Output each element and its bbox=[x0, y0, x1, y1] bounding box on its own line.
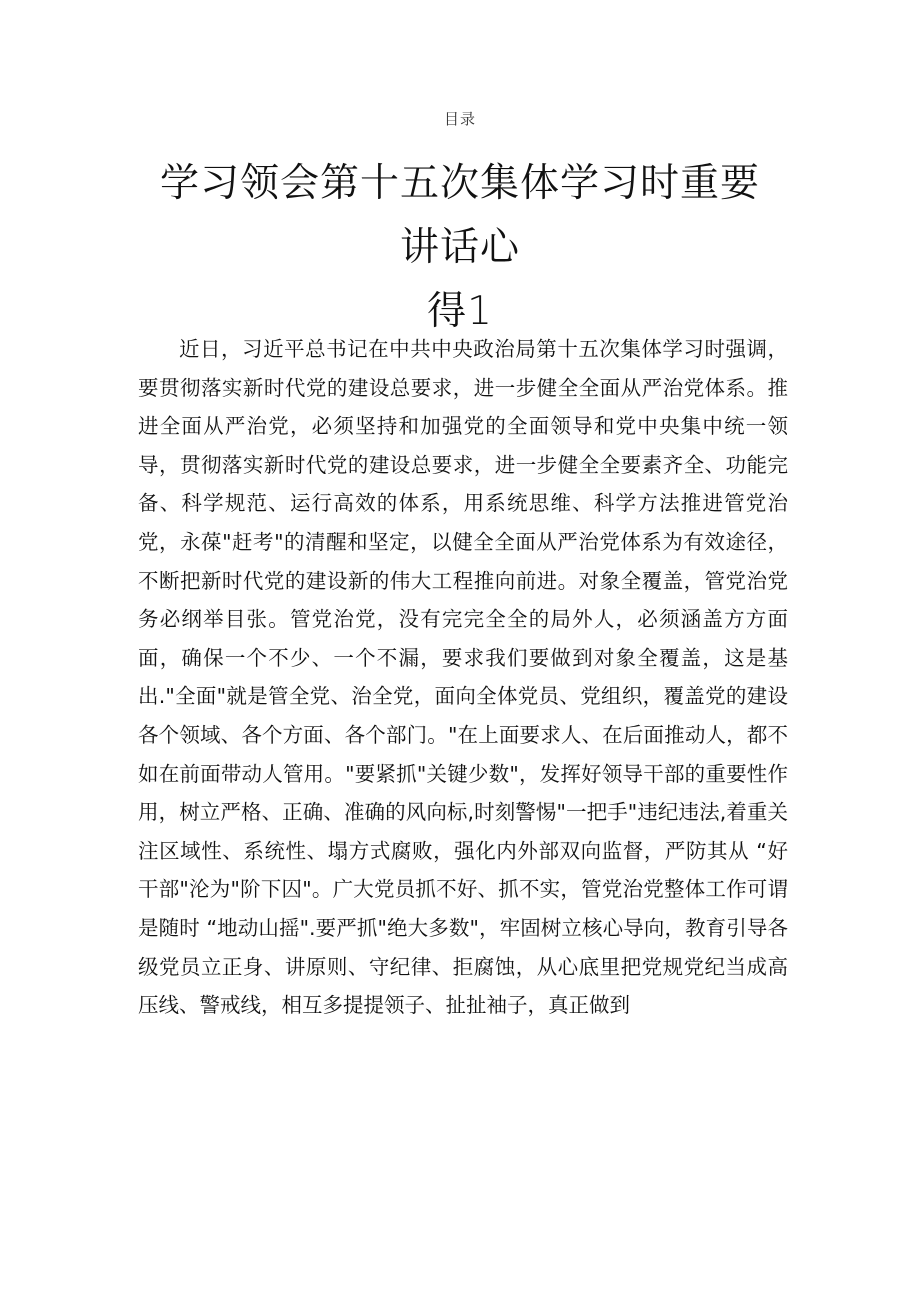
body-paragraph: 近日，习近平总书记在中共中央政治局第十五次集体学习时强调，要贯彻落实新时代党的建设总要求，进一步健全全面从严治党体系。推进全面从严治党，必须坚持和加强党的全面领导和党中央集中统一领导，贯彻落实新时代党的建设总要求，进一步健全全要素齐全、功能完备、科学规范、运行高效的体系，用系统思维、科学方法推进管党治党，永葆"赶考"的清醒和坚定，以健全全面从严治党体系为有效途径，不断把新时代党的建设新的伟大工程推向前进。对象全覆盖，管党治党务必纲举目张。管党治党，没有完完全全的局外人，必须涵盖方方面面，确保一个不少、一个不漏，要求我们要做到对象全覆盖，这是基出."全面"就是管全党、治全党，面向全体党员、党组织，覆盖党的建设各个领域、各个方面、各个部门。"在上面要求人、在后面推动人，都不如在前面带动人管用。"要紧抓"关键少数"，发挥好领导干部的重要性作用，树立严格、正确、准确的风向标,时刻警惕"一把手"违纪违法,着重关注区域性、系统性、塌方式腐败，强化内外部双向监督，严防其从 “好干部"沦为"阶下囚"。广大党员抓不好、抓不实，管党治党整体工作可谓是随时 “地动山摇".要严抓"绝大多数"，牢固树立核心导向，教育引导各级党员立正身、讲原则、守纪律、拒腐蚀，从心底里把党规党纪当成高压线、警戒线，相互多提提领子、扯扯袖子，真正做到 bbox=[138, 337, 788, 1018]
document-title bbox=[150, 152, 770, 344]
title-line-1: 学习领会第十五次集体学习时重要讲话心 bbox=[159, 161, 760, 270]
toc-label: 目录 bbox=[443, 110, 476, 128]
title-line-2: 得1 bbox=[427, 289, 493, 334]
